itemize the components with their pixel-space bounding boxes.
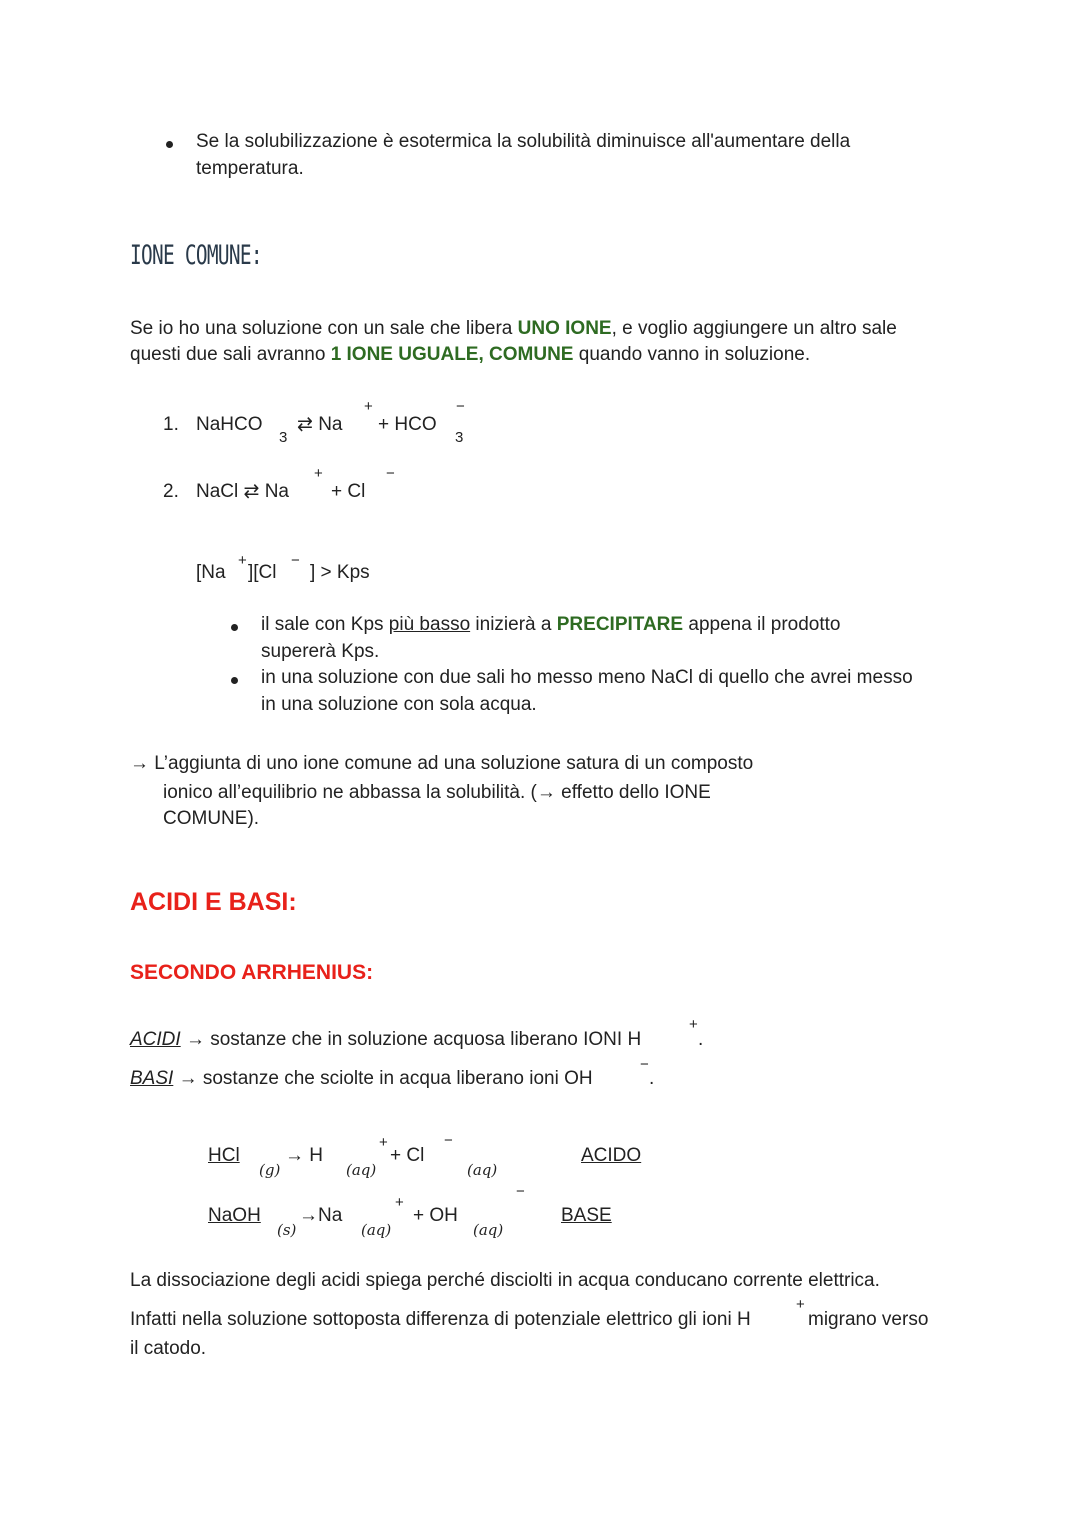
- r1-formula: HCl: [208, 1145, 240, 1166]
- r1-cl: + Cl: [390, 1145, 425, 1166]
- r1-plus-charge: +: [379, 1134, 388, 1151]
- bullet-dot: [231, 677, 238, 684]
- bullet-dot: [166, 141, 173, 148]
- text: il sale con Kps: [261, 614, 389, 635]
- closing-line-2-b: migrano verso: [808, 1309, 929, 1330]
- term-basi: BASI: [130, 1068, 174, 1089]
- r2-minus-charge: −: [516, 1183, 525, 1200]
- eq1-number: 1.: [163, 414, 179, 435]
- text: → sostanze che sciolte in acqua liberano ioni OH: [173, 1068, 593, 1089]
- r2-arrow-na: →Na: [299, 1205, 343, 1226]
- closing-line-1: La dissociazione degli acidi spiega perché disciolti in acqua conducano corrente elettrica.: [130, 1270, 880, 1291]
- conclusion-line-1: → L’aggiunta di uno ione comune ad una soluzione satura di un composto: [130, 753, 754, 774]
- term-acidi: ACIDI: [130, 1029, 181, 1050]
- highlight-precipitare: PRECIPITARE: [556, 614, 684, 635]
- closing-line-2-a: Infatti nella soluzione sottoposta differenza di potenziale elettrico gli ioni H: [130, 1309, 751, 1330]
- conclusion-line-3: COMUNE).: [163, 808, 260, 829]
- acidi-plus-charge: +: [689, 1016, 698, 1033]
- r2-formula: NaOH: [208, 1205, 261, 1226]
- eq1-arrow-na: ⇄ Na: [297, 414, 343, 435]
- text: → sostanze che in soluzione acquosa liberano IONI H: [180, 1029, 642, 1050]
- eq2-plus-charge: +: [314, 465, 323, 482]
- r1-phase-aq-2: (aq): [467, 1161, 498, 1179]
- highlight-uno-ione: UNO IONE: [517, 318, 612, 339]
- kps-bullet-2-line-2: in una soluzione con sola acqua.: [261, 694, 537, 715]
- text: questi due sali avranno: [130, 344, 331, 365]
- heading-acidi-e-basi: ACIDI E BASI:: [130, 888, 297, 916]
- eq2-cl: + Cl: [331, 481, 366, 502]
- underlined-piu-basso: più basso: [388, 614, 471, 635]
- eq1-subscript-3b: 3: [455, 429, 464, 446]
- closing-plus-charge: +: [796, 1296, 805, 1313]
- eq2-minus-charge: −: [386, 465, 395, 482]
- eq1-minus-charge: −: [456, 398, 465, 415]
- r2-phase-solid: (s): [277, 1221, 297, 1239]
- kps-minus-charge: −: [291, 552, 300, 569]
- kps-plus-charge: +: [238, 552, 247, 569]
- eq2-left: NaCl ⇄ Na: [196, 481, 289, 502]
- kps-bullet-1-line-2: supererà Kps.: [261, 641, 380, 662]
- eq1-left: NaHCO: [196, 414, 263, 435]
- acidi-period: .: [698, 1029, 704, 1050]
- text: appena il prodotto: [683, 614, 841, 635]
- r2-phase-aq-1: (aq): [361, 1221, 392, 1239]
- intro-line-2: temperatura.: [196, 158, 304, 179]
- kps-bullet-1-line-1: [261, 612, 841, 638]
- text: , e voglio aggiungere un altro sale: [611, 318, 897, 339]
- r1-minus-charge: −: [444, 1132, 453, 1149]
- ione-comune-paragraph-line-2: [130, 342, 810, 368]
- bullet-dot: [231, 624, 238, 631]
- conclusion-line-2: ionico all’equilibrio ne abbassa la solubilità. (→ effetto dello IONE: [163, 782, 711, 803]
- r1-phase-gas: (g): [259, 1161, 281, 1179]
- definition-acidi: [130, 1027, 641, 1053]
- r1-phase-aq-1: (aq): [346, 1161, 377, 1179]
- eq2-number: 2.: [163, 481, 179, 502]
- intro-line-1: Se la solubilizzazione è esotermica la solubilità diminuisce all'aumentare della: [196, 131, 851, 152]
- r1-label-acido: ACIDO: [581, 1145, 642, 1166]
- text: inizierà a: [470, 614, 557, 635]
- ione-comune-paragraph-line-1: [130, 316, 897, 342]
- kps-bullet-2-line-1: in una soluzione con due sali ho messo meno NaCl di quello che avrei messo: [261, 667, 913, 688]
- eq1-plus-charge: +: [364, 398, 373, 415]
- eq1-hco: + HCO: [378, 414, 437, 435]
- highlight-ione-uguale: 1 IONE UGUALE, COMUNE: [330, 344, 574, 365]
- r2-oh: + OH: [413, 1205, 458, 1226]
- heading-ione-comune: IONE COMUNE:: [130, 240, 262, 271]
- definition-basi: [130, 1066, 593, 1092]
- heading-secondo-arrhenius: SECONDO ARRHENIUS:: [130, 961, 374, 984]
- r1-arrow-h: → H: [285, 1145, 323, 1166]
- closing-line-3: il catodo.: [130, 1338, 207, 1359]
- kps-cl: ][Cl: [248, 562, 277, 583]
- text: Se io ho una soluzione con un sale che libera: [130, 318, 518, 339]
- basi-period: .: [649, 1068, 655, 1089]
- kps-tail: ] > Kps: [310, 562, 370, 583]
- r2-label-base: BASE: [561, 1205, 612, 1226]
- basi-minus-charge: −: [640, 1056, 649, 1073]
- text: quando vanno in soluzione.: [573, 344, 811, 365]
- eq1-subscript-3: 3: [279, 429, 288, 446]
- r2-plus-charge: +: [395, 1194, 404, 1211]
- kps-na: [Na: [196, 562, 226, 583]
- r2-phase-aq-2: (aq): [473, 1221, 504, 1239]
